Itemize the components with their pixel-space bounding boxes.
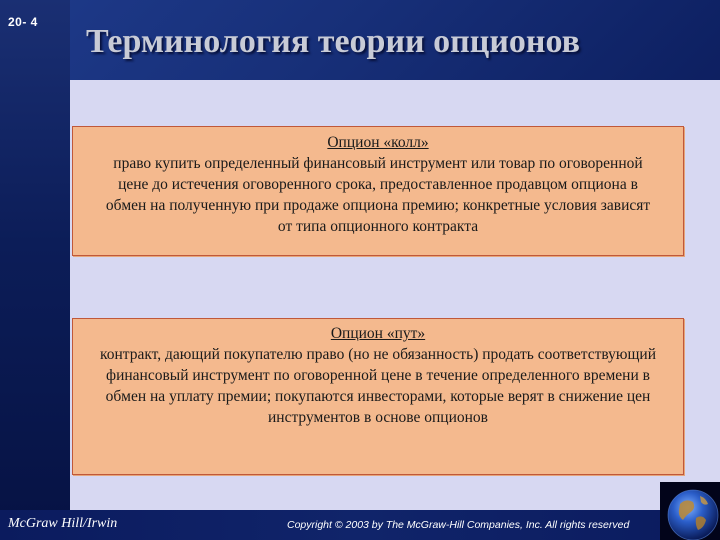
publisher-name: McGraw Hill/Irwin <box>8 516 118 531</box>
call-option-definition: право купить определенный финансовый инструмент или товар по оговоренной цене до истечения оговоренного срока, предоставленное продавцом опциона в обмен на полученную при продаже опциона премию; конкретные условия зависят от типа опционного контракта <box>105 155 651 235</box>
put-option-definition: контракт, дающий покупателю право (но не обязанность) продать соответствующий финансовый инструмент по оговоренной цене в течение определенного времени в обмен на уплату премии; покупаются инвесторами, которые верят в снижение цен инструментов в основе опционов <box>99 346 657 426</box>
left-strip <box>0 0 70 540</box>
put-option-label: Опцион «пут» <box>330 325 426 342</box>
copyright-notice: Copyright © 2003 by The McGraw-Hill Companies, Inc. All rights reserved <box>287 519 630 531</box>
call-option-box <box>72 126 684 256</box>
globe-graphic <box>660 482 720 540</box>
slide-number: 20- 4 <box>8 15 38 29</box>
put-option-box <box>72 318 684 475</box>
call-option-label: Опцион «колл» <box>327 134 429 151</box>
slide-title: Терминология теории опционов <box>86 23 581 60</box>
globe-icon <box>660 482 720 540</box>
